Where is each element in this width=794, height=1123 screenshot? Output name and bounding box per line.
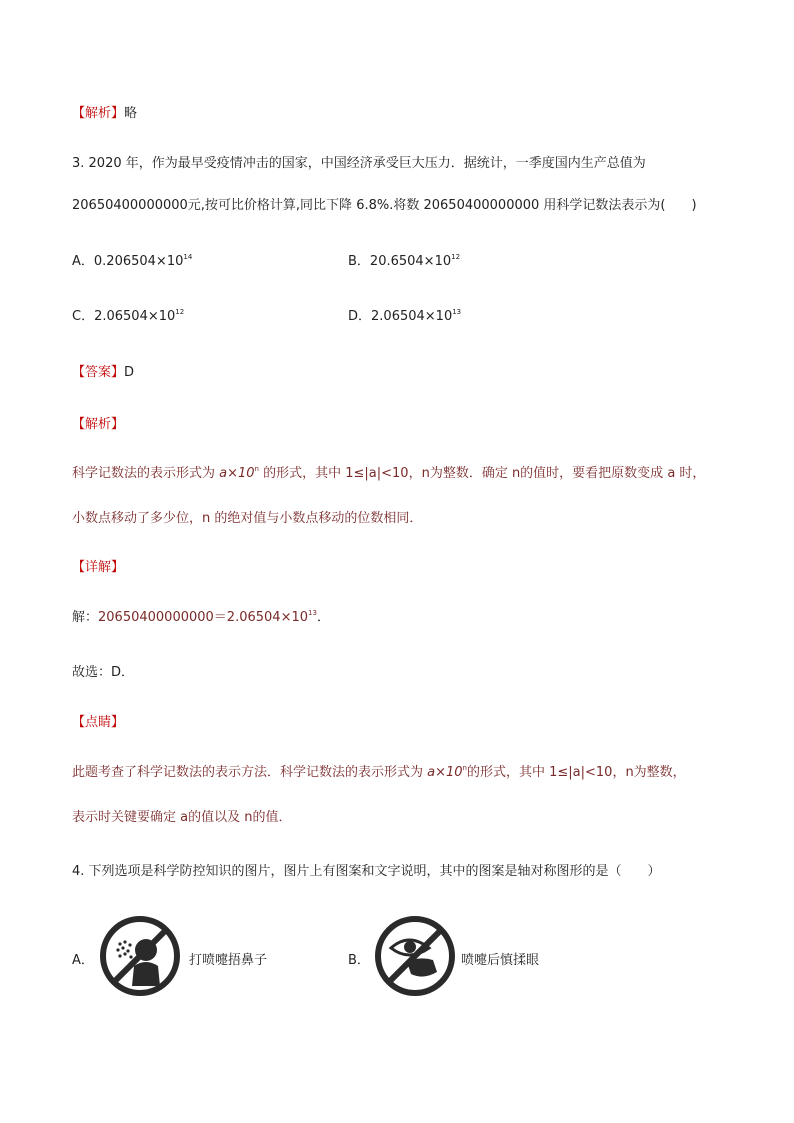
q4-option-b-caption: 喷嚏后慎揉眼 (461, 953, 540, 968)
q3-option-d-exp: 13 (452, 308, 462, 316)
q3-option-b (348, 250, 460, 269)
q3-option-a-letter: A． (72, 254, 94, 269)
q3-option-d (348, 305, 461, 324)
q3-choice-line: 故选：D． (72, 665, 135, 680)
q3-analysis-l1-a: 科学记数法的表示形式为 (72, 466, 220, 481)
q3-answer-label: 【答案】 (72, 365, 125, 380)
q3-comment-l1-d: 的形式，其中 1≤|a|<10，n为整数， (466, 765, 686, 780)
q3-detail-exp: 13 (308, 609, 317, 617)
q3-detail-line (72, 606, 330, 625)
q3-analysis-line-2: 小数点移动了多少位，n 的绝对值与小数点移动的位数相同． (72, 511, 423, 526)
no-eye-rubbing-icon (373, 914, 457, 998)
q3-analysis-label: 【解析】 (72, 417, 125, 432)
q3-option-d-letter: D． (348, 309, 372, 324)
q3-option-b-letter: B． (348, 254, 370, 269)
q4-stem: 4. 下列选项是科学防控知识的图片，图片上有图案和文字说明，其中的图案是轴对称图形的是（ ） (72, 864, 661, 879)
q3-analysis-line-1 (72, 462, 705, 481)
prev-analysis-line (72, 102, 137, 121)
q3-analysis-l1-b: a×10 (219, 466, 255, 481)
q3-comment-line-1 (72, 761, 686, 780)
q3-stem-line-2: 20650400000000元,按可比价格计算,同比下降 6.8%.将数 20650400000000 用科学记数法表示为( ) (72, 198, 697, 213)
q3-option-a-exp: 14 (183, 253, 193, 261)
q3-analysis-l1-d: 的形式，其中 1≤|a|<10，n为整数．确定 n的值时，要看把原数变成 a 时， (258, 466, 706, 481)
q3-comment-l1-c: n (462, 764, 467, 772)
q3-comment-l1-b: a×10 (427, 765, 463, 780)
q3-option-b-value: 20.6504×10 (369, 254, 452, 269)
q3-answer-value: D (124, 365, 135, 380)
q3-option-c-letter: C． (72, 309, 95, 324)
q3-detail-prefix: 解： (72, 610, 99, 625)
q3-comment-line-2: 表示时关键要确定 a的值以及 n的值． (72, 810, 292, 825)
prev-analysis-label: 【解析】 (72, 106, 125, 121)
q3-detail-end: ． (316, 610, 330, 625)
q3-answer-line (72, 361, 134, 380)
q4-option-b-letter: B． (348, 953, 370, 968)
q3-option-c (72, 305, 184, 324)
q4-option-a-letter: A． (72, 953, 94, 968)
q3-analysis-l1-c: n (254, 465, 259, 473)
q3-option-b-exp: 12 (451, 253, 461, 261)
sneeze-cover-nose-icon (98, 914, 182, 998)
q4-option-a-caption: 打喷嚏捂鼻子 (189, 953, 268, 968)
q3-detail-eq: 20650400000000＝2.06504×10 (98, 610, 309, 625)
q3-option-a-value: 0.206504×10 (93, 254, 184, 269)
q3-comment-label: 【点睛】 (72, 715, 125, 730)
q3-option-c-exp: 12 (175, 308, 185, 316)
q3-option-d-value: 2.06504×10 (371, 309, 453, 324)
q3-comment-l1-a: 此题考查了科学记数法的表示方法．科学记数法的表示形式为 (72, 765, 428, 780)
q3-option-a (72, 250, 192, 269)
q3-detail-label: 【详解】 (72, 560, 125, 575)
prev-analysis-text: 略 (124, 106, 138, 121)
q3-option-c-value: 2.06504×10 (94, 309, 176, 324)
q3-stem-line-1: 3. 2020 年，作为最早受疫情冲击的国家，中国经济承受巨大压力．据统计，一季度国内生产总值为 (72, 156, 646, 171)
